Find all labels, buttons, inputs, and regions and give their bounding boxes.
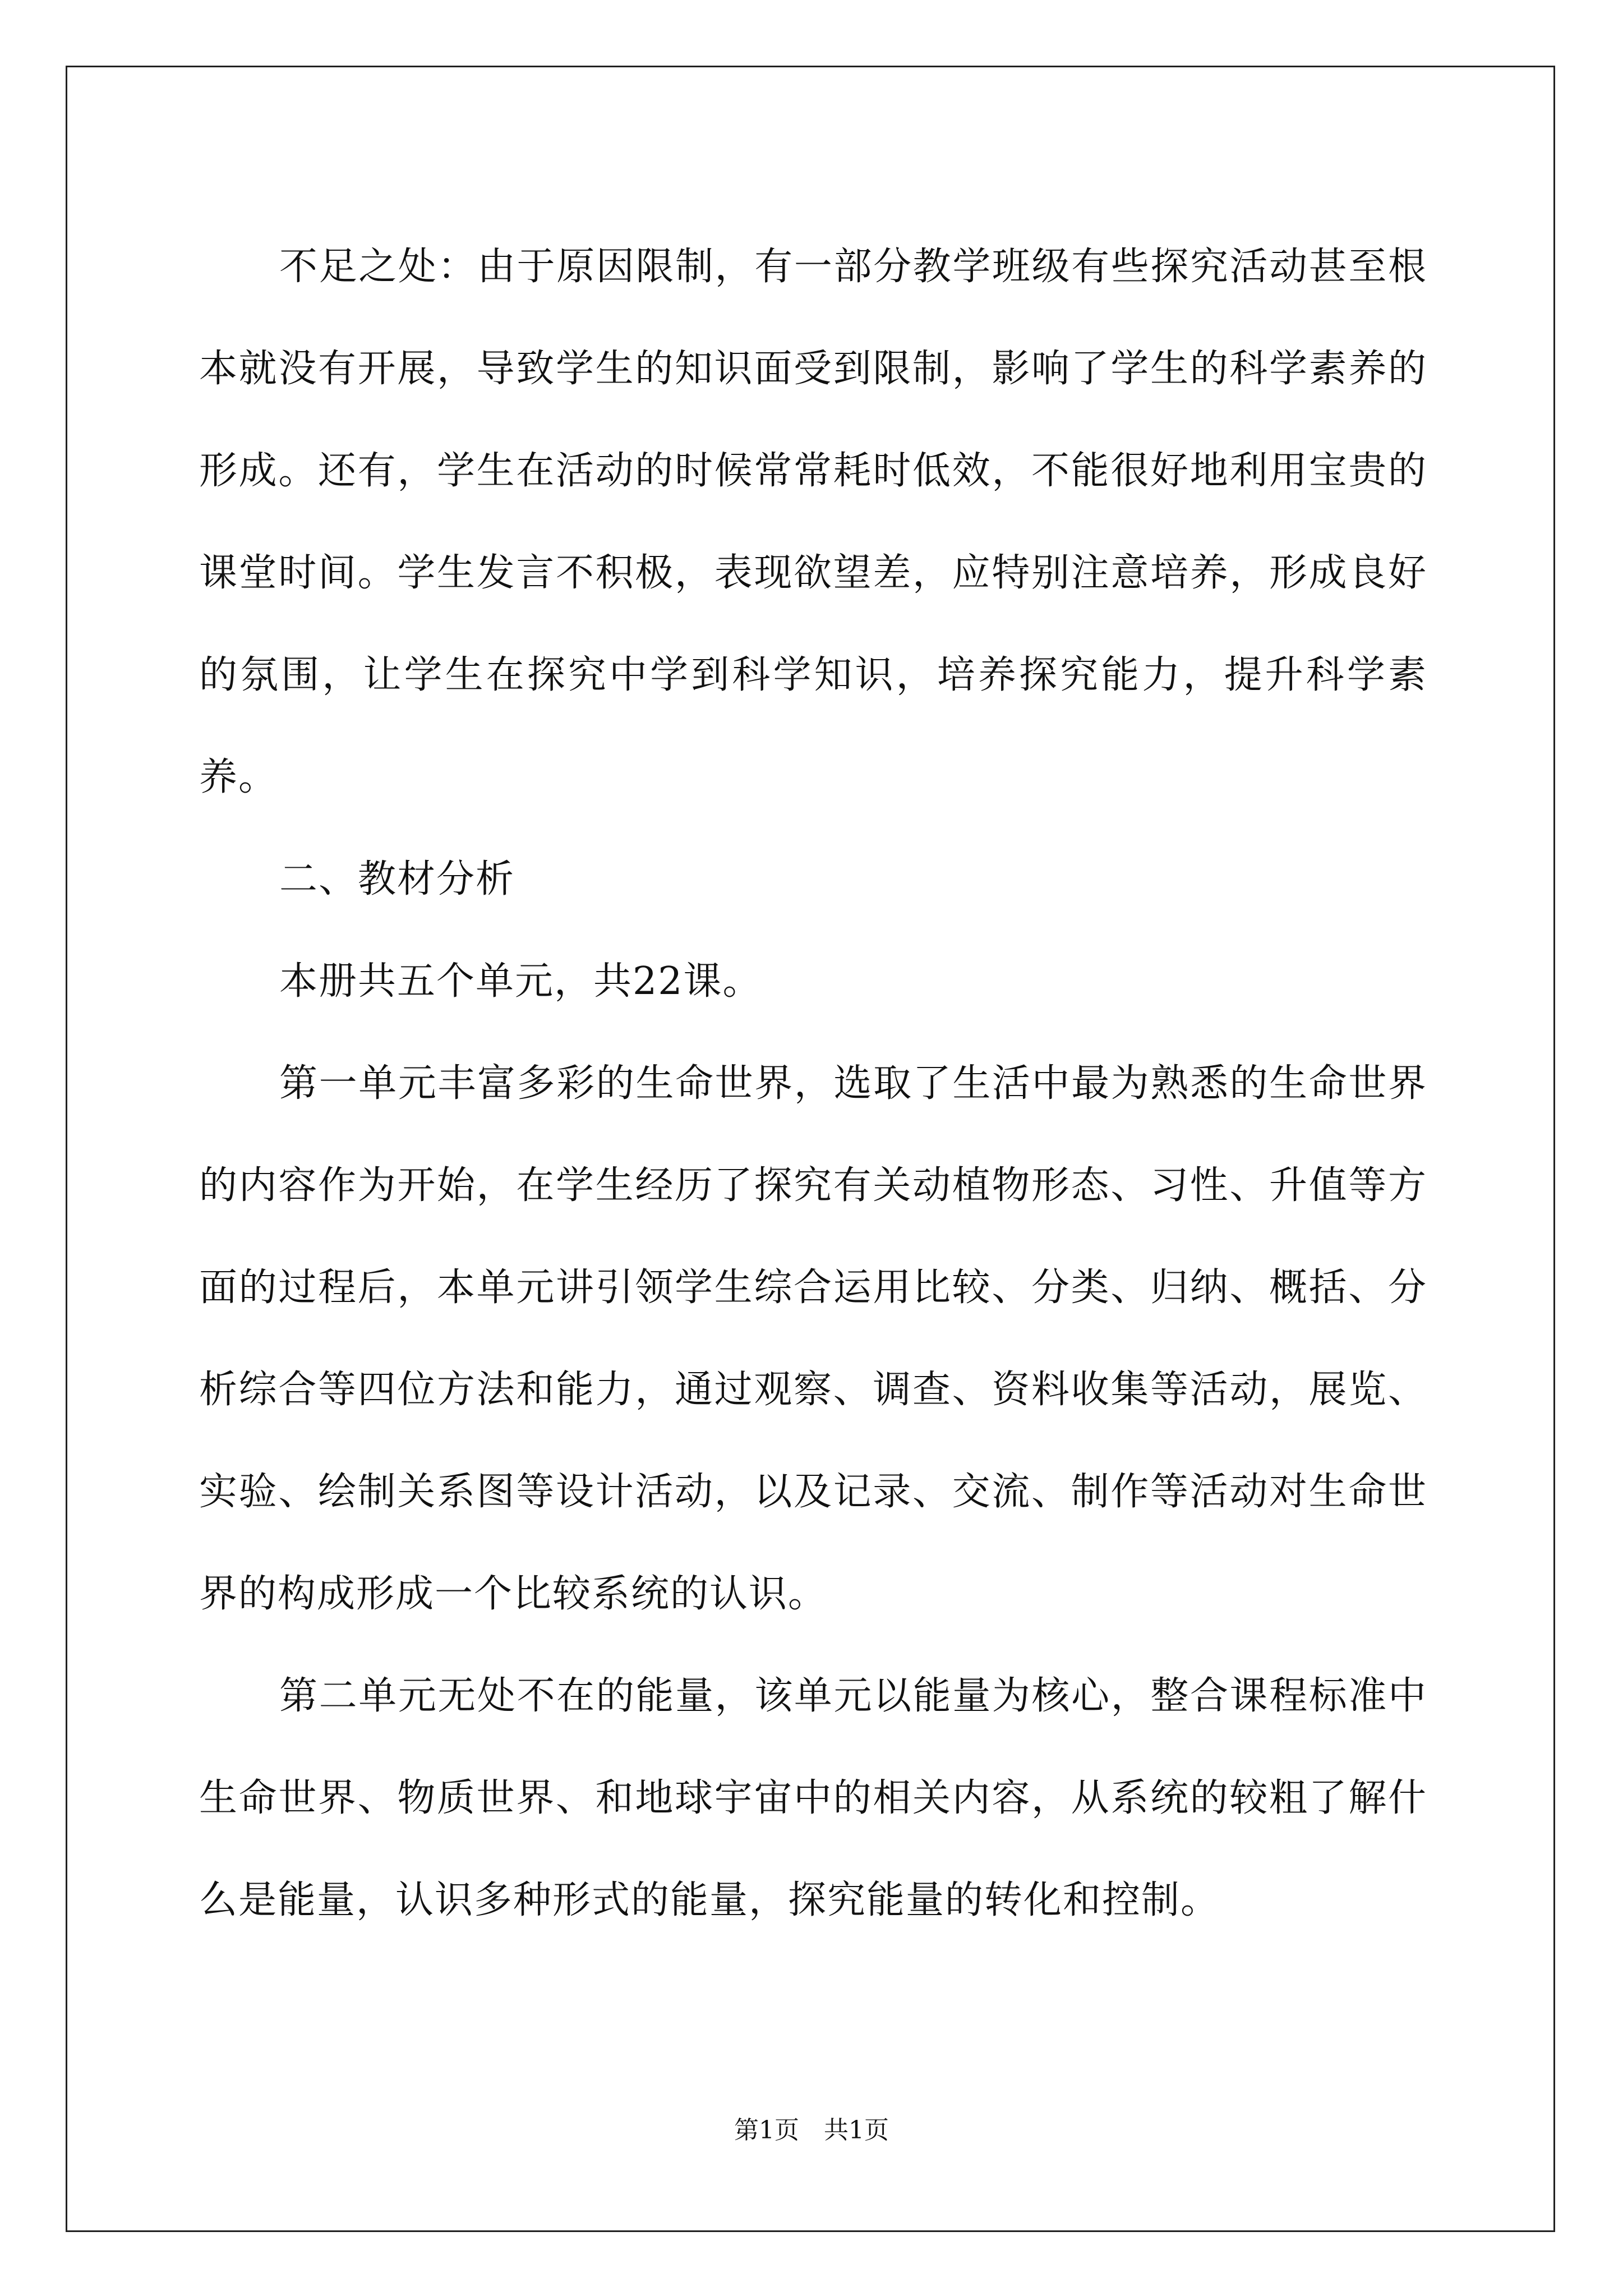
page-footer [0,2114,1623,2147]
paragraph-shortcomings: 不足之处：由于原因限制，有一部分教学班级有些探究活动甚至根本就没有开展，导致学生的知识面受到限制，影响了学生的科学素养的形成。还有，学生在活动的时候常常耗时低效，不能很好地利用宝贵的课堂时间。学生发言不积极，表现欲望差，应特别注意培养，形成良好的氛围，让学生在探究中学到科学知识，培养探究能力，提升科学素养。 [199,245,1427,799]
paragraph-unit-one: 第一单元丰富多彩的生命世界，选取了生活中最为熟悉的生命世界的内容作为开始，在学生经历了探究有关动植物形态、习性、升值等方面的过程后，本单元讲引领学生综合运用比较、分类、归纳、概括、分析综合等四位方法和能力，通过观察、调查、资料收集等活动，展览、实验、绘制关系图等设计活动，以及记录、交流、制作等活动对生命世界的构成形成一个比较系统的认识。 [199,1061,1427,1616]
document-body [199,216,1427,1952]
page-total: 共1页 [824,2116,889,2145]
paragraph-book-overview: 本册共五个单元，共22课。 [279,959,762,1004]
page-number: 第1页 [734,2116,799,2145]
paragraph-unit-two: 第二单元无处不在的能量，该单元以能量为核心，整合课程标准中生命世界、物质世界、和地球宇宙中的相关内容，从系统的较粗了解什么是能量，认识多种形式的能量，探究能量的转化和控制。 [199,1674,1427,1922]
section-heading-textbook-analysis: 二、教材分析 [279,857,515,901]
